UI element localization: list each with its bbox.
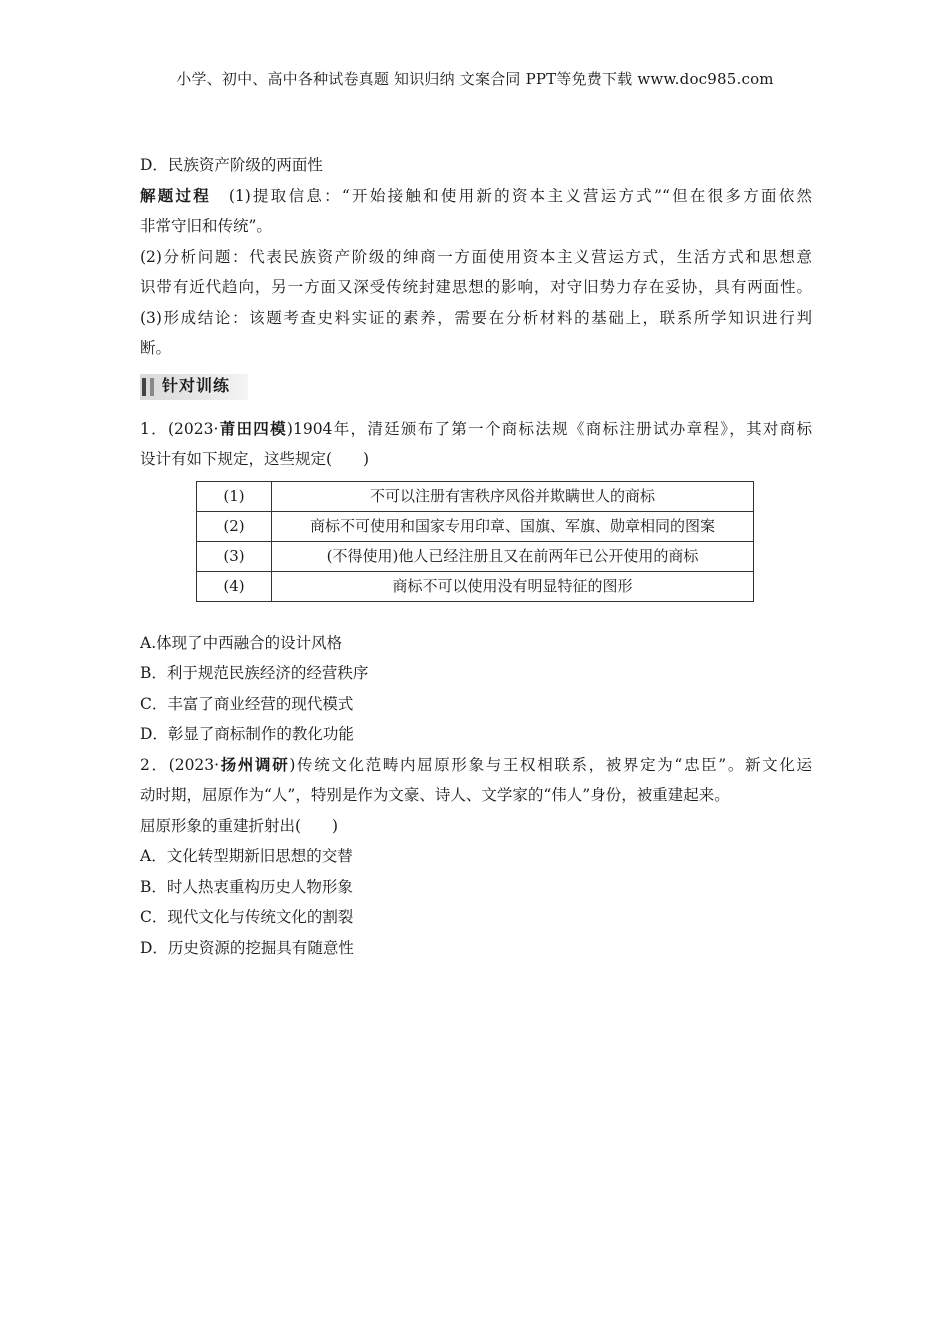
q2-option-c: C．现代文化与传统文化的割裂 [140,908,354,926]
q2-line-3: 屈原形象的重建折射出( ) [140,816,339,835]
table-cell-text: (不得使用)他人已经注册且又在前两年已公开使用的商标 [272,541,754,571]
table-cell-num: (1) [197,481,272,511]
solution-line-1-text: (1)提取信息：“开始接触和使用新的资本主义营运方式”“但在很多方面依然 [211,186,812,205]
q1-option-b: B．利于规范民族经济的经营秩序 [140,664,369,682]
q2-source: 扬州调研 [219,754,290,774]
q2-line-1 [140,750,812,781]
q1-option-c: C．丰富了商业经营的现代模式 [140,694,354,713]
q2-prefix: 2．(2023· [140,755,220,774]
q1-option-a: A.体现了中西融合的设计风格 [140,633,343,652]
q1-line-1 [140,414,812,445]
table-row [197,481,754,511]
q2-option-b: B．时人热衷重构历史人物形象 [140,877,353,896]
solution-line-2: 非常守旧和传统”。 [140,217,272,235]
table-cell-text: 商标不可使用和国家专用印章、国旗、军旗、勋章相同的图案 [272,511,754,541]
table-cell-num: (2) [197,511,272,541]
section-title: 针对训练 [162,376,231,396]
q1-rules-table [196,481,754,602]
prev-option-d: D．民族资产阶级的两面性 [140,156,323,174]
q2-line-2: 动时期，屈原作为“人”，特别是作为文豪、诗人、文学家的“伟人”身份，被重建起来。 [140,786,730,804]
q2-line-1-text: )传统文化范畴内屈原形象与王权相联系，被界定为“忠臣”。新文化运 [289,755,812,774]
q1-line-2: 设计有如下规定，这些规定( ) [140,450,370,468]
q1-prefix: 1．(2023· [140,419,219,438]
table-cell-num: (3) [197,541,272,571]
q1-line-1-text: )1904年，清廷颁布了第一个商标法规《商标注册试办章程》，其对商标 [286,419,812,438]
solution-line-6: 断。 [140,339,172,357]
solution-line-3: (2)分析问题：代表民族资产阶级的绅商一方面使用资本主义营运方式，生活方式和思想意 [140,247,812,266]
q2-option-d: D．历史资源的挖掘具有随意性 [140,938,354,957]
section-bar-icon-light [150,378,154,396]
solution-line-1 [140,181,812,212]
q1-source: 莆田四模 [218,418,287,438]
solution-line-5: (3)形成结论：该题考查史料实证的素养，需要在分析材料的基础上，联系所学知识进行判 [140,308,812,327]
table-cell-num: (4) [197,571,272,601]
table-row [197,571,754,601]
q2-option-a: A．文化转型期新旧思想的交替 [140,847,353,865]
table-row [197,511,754,541]
solution-label: 解题过程 [140,185,212,205]
table-cell-text: 商标不可以使用没有明显特征的图形 [272,571,754,601]
table-cell-text: 不可以注册有害秩序风俗并欺瞒世人的商标 [272,481,754,511]
header-text: 小学、初中、高中各种试卷真题 知识归纳 文案合同 PPT等免费下载 www.doc985.com [176,70,774,88]
table-row [197,541,754,571]
section-heading [140,374,248,400]
document-body [140,150,812,963]
solution-line-4: 识带有近代趋向，另一方面又深受传统封建思想的影响，对守旧势力存在妥协，具有两面性。 [140,278,812,296]
section-bar-icon [142,378,146,396]
q1-option-d: D．彰显了商标制作的教化功能 [140,725,354,743]
page-header [0,68,950,89]
